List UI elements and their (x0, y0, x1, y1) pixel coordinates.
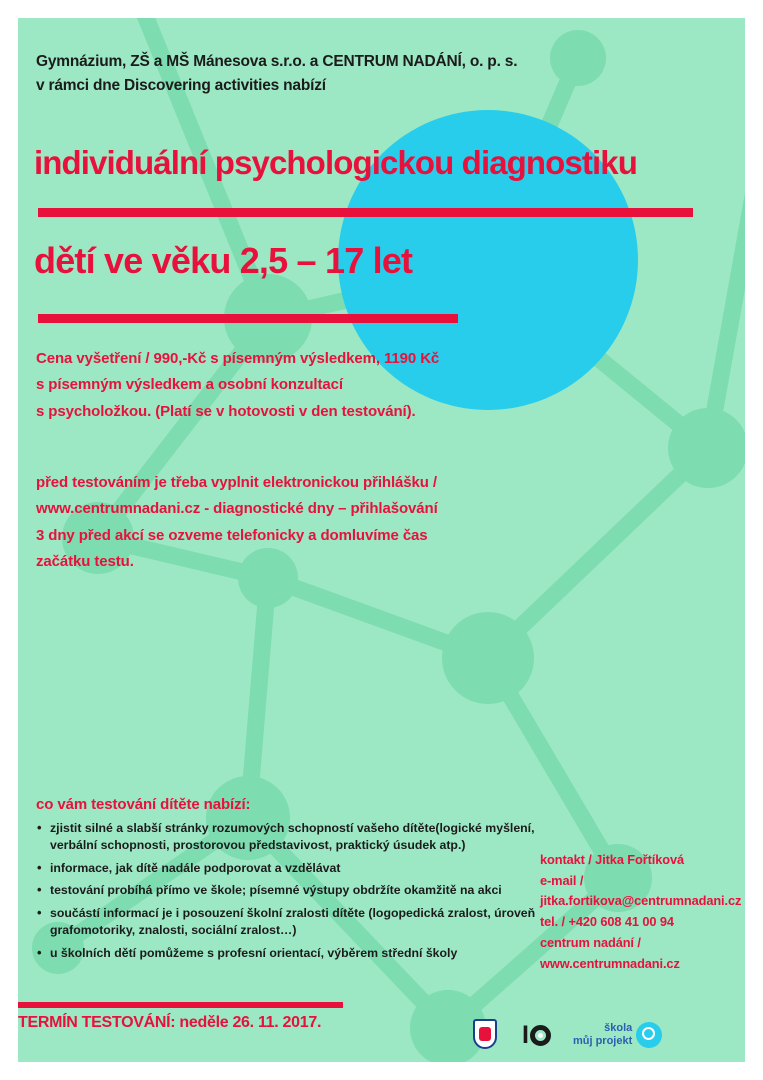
price-line-1: Cena vyšetření / 990,-Kč s písemným výsledkem, 1190 Kč (36, 350, 440, 367)
io-logo (522, 1021, 551, 1050)
headline-primary: individuální psychologickou diagnostiku (34, 144, 637, 181)
list-item: • součástí informací je i posouzení školní zralosti dítěte (logopedická zralost, úroveň grafomotoriky, znalosti, sociální zralost…) (36, 905, 546, 940)
intro-block (36, 50, 696, 98)
footer-rule (18, 1002, 343, 1008)
skola-muj-projekt-logo (573, 1022, 662, 1048)
school-crest-icon (470, 1019, 500, 1051)
poster-content (18, 18, 745, 1062)
footer-term-text: TERMÍN TESTOVÁNÍ: neděle 26. 11. 2017. (18, 1014, 322, 1031)
contact-email-label: e-mail / (540, 872, 584, 888)
signup-line-3: 3 dny před akcí se ozveme telefonicky a domluvíme čas (36, 526, 428, 544)
signup-line-1: před testováním je třeba vyplnit elektronickou přihlášku / (36, 474, 437, 491)
skola-logo-dot-icon (636, 1022, 662, 1048)
list-item: • testování probíhá přímo ve škole; písemné výstupy obdržíte okamžitě na akci (36, 882, 546, 899)
headline-rule-2 (38, 314, 458, 323)
price-block (36, 346, 576, 425)
offer-list (36, 820, 546, 967)
skola-logo-line-2: můj projekt (572, 1035, 633, 1047)
contact-org-label: centrum nadání / (540, 934, 641, 950)
price-line-2: s písemným výsledkem a osobní konzultací (36, 376, 343, 394)
list-item: • zjistit silné a slabší stránky rozumových schopností vašeho dítěte(logické myšlení, verbální schopnosti, prostorovou představivost, praktický úsudek atp.) (36, 820, 546, 855)
headline-rule-1 (38, 208, 693, 217)
poster-canvas (18, 18, 745, 1062)
io-logo-ring-icon (530, 1025, 551, 1046)
headline-secondary: dětí ve věku 2,5 – 17 let (34, 240, 413, 281)
signup-line-2: www.centrumnadani.cz - diagnostické dny – přihlašování (36, 500, 438, 518)
intro-line-1: Gymnázium, ZŠ a MŠ Mánesova s.r.o. a CENTRUM NADÁNÍ, o. p. s. (36, 53, 518, 70)
contact-website[interactable]: www.centrumnadani.cz (540, 955, 680, 971)
signup-block (36, 470, 596, 575)
contact-person: kontakt / Jitka Fořtíková (540, 852, 684, 867)
price-line-3: s psycholožkou. (Platí se v hotovosti v den testování). (36, 402, 416, 420)
skola-logo-line-1: škola (604, 1022, 633, 1035)
contact-email-value[interactable]: jitka.fortikova@centrumnadani.cz (540, 893, 742, 909)
contact-block (540, 850, 740, 974)
contact-phone: tel. / +420 608 41 00 94 (540, 914, 674, 930)
list-item: • informace, jak dítě nadále podporovat a vzdělávat (36, 860, 546, 877)
footer-logos (470, 1012, 750, 1058)
list-item: • u školních dětí pomůžeme s profesní orientací, výběrem střední školy (36, 945, 546, 962)
io-logo-letter: I (522, 1020, 528, 1049)
signup-line-4: začátku testu. (36, 552, 134, 570)
offer-title: co vám testování dítěte nabízí: (36, 796, 251, 813)
intro-line-2: v rámci dne Discovering activities nabízí (36, 77, 326, 95)
